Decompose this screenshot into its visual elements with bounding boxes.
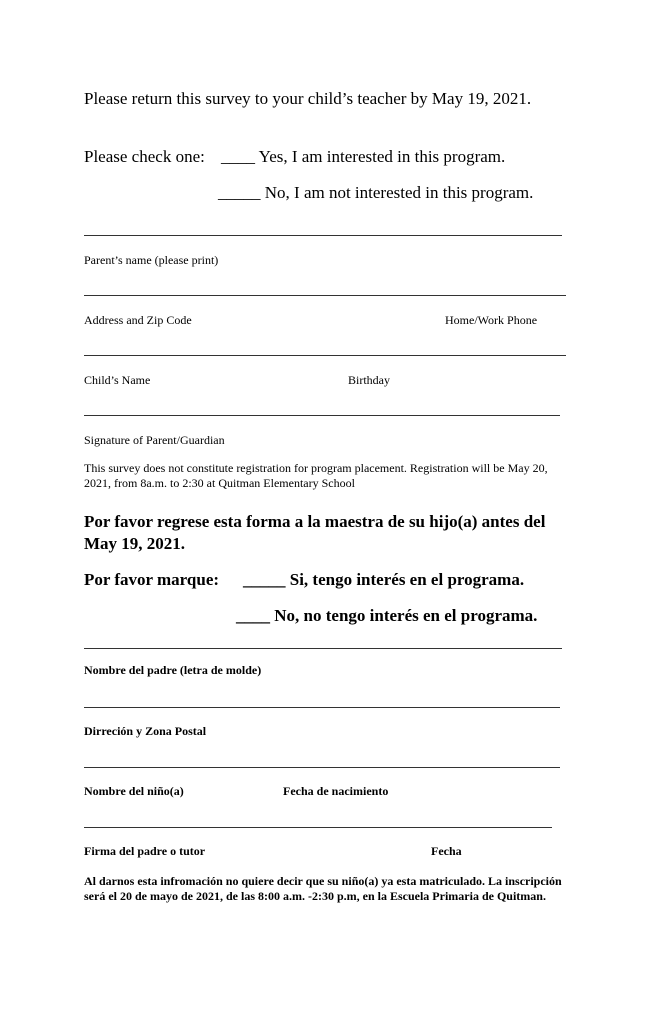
- birthday-label-en: Birthday: [348, 373, 390, 387]
- check-one-label-en: Please check one:: [84, 147, 205, 166]
- response-divider-line-es: [84, 648, 562, 649]
- child-name-write-line[interactable]: [84, 355, 566, 356]
- parent-name-label-en: Parent’s name (please print): [84, 253, 219, 267]
- signature-write-line-es[interactable]: [84, 827, 552, 828]
- yes-option-en[interactable]: ____ Yes, I am interested in this program.: [221, 147, 506, 166]
- signature-label-en: Signature of Parent/Guardian: [84, 433, 225, 447]
- signature-label-es: Firma del padre o tutor: [84, 844, 206, 858]
- child-name-label-en: Child’s Name: [84, 373, 151, 387]
- address-write-line[interactable]: [84, 295, 566, 296]
- child-name-label-es: Nombre del niño(a): [84, 784, 184, 798]
- return-notice-en: Please return this survey to your child’s teacher by May 19, 2021.: [84, 89, 532, 108]
- birthday-label-es: Fecha de nacimiento: [283, 784, 389, 798]
- no-option-en[interactable]: _____ No, I am not interested in this program.: [218, 183, 534, 202]
- address-label-en: Address and Zip Code: [84, 313, 192, 327]
- disclaimer-en: This survey does not constitute registration for program placement. Registration will be May 20, 2021, from 8a.m. to 2:30 at Quitman Elementary School: [84, 461, 548, 490]
- return-notice-es: Por favor regrese esta forma a la maestra de su hijo(a) antes del May 19, 2021.: [84, 512, 546, 553]
- yes-option-es[interactable]: _____ Si, tengo interés en el programa.: [243, 570, 525, 589]
- address-write-line-es[interactable]: [84, 707, 560, 708]
- no-option-es[interactable]: ____ No, no tengo interés en el programa.: [236, 606, 538, 625]
- child-name-write-line-es[interactable]: [84, 767, 560, 768]
- check-one-label-es: Por favor marque:: [84, 570, 220, 589]
- parent-name-label-es: Nombre del padre (letra de molde): [84, 663, 262, 677]
- phone-label-en: Home/Work Phone: [445, 313, 538, 327]
- response-divider-line: [84, 235, 562, 236]
- address-label-es: Dirreción y Zona Postal: [84, 724, 207, 738]
- disclaimer-es: Al darnos esta infromación no quiere decir que su niño(a) ya esta matriculado. La inscripción será el 20 de mayo de 2021, de las 8:00 a.m. -2:30 p.m, en la Escuela Primaria de Quitman.: [84, 874, 562, 903]
- signature-write-line[interactable]: [84, 415, 560, 416]
- date-label-es: Fecha: [431, 844, 462, 858]
